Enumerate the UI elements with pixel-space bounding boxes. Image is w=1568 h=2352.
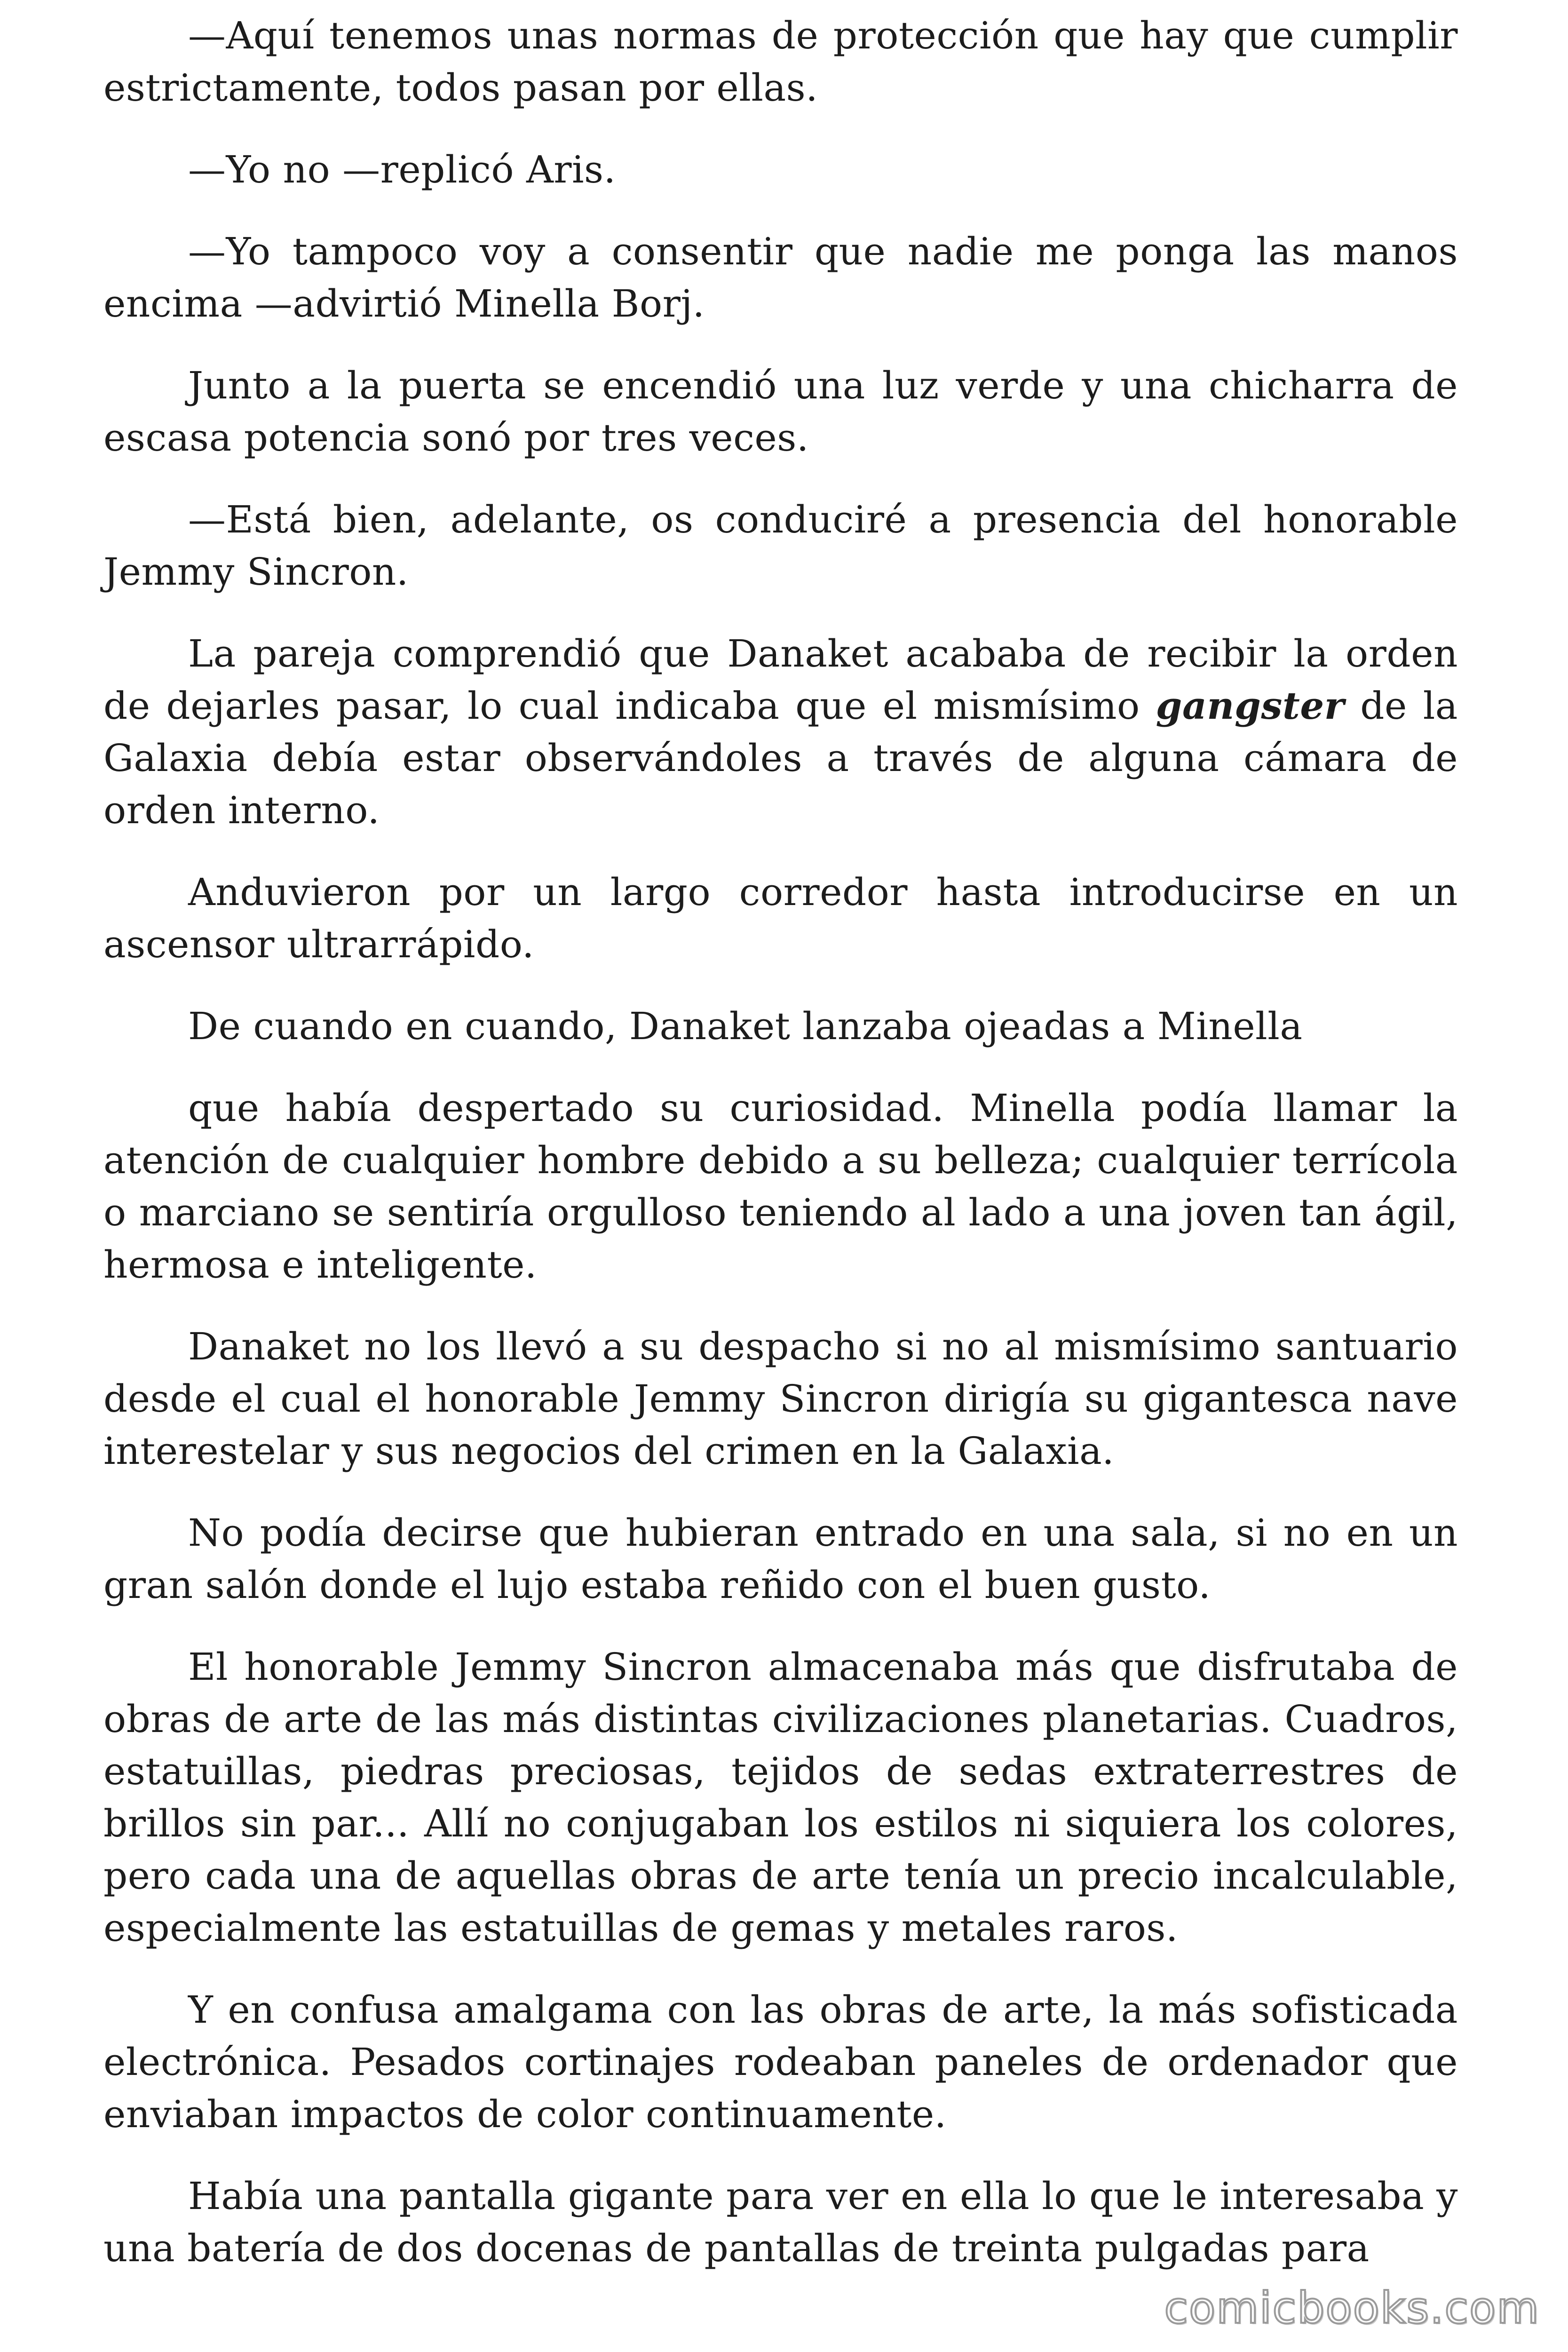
paragraph-2: —Yo no —replicó Aris. (188, 148, 616, 191)
paragraph-13: Y en confusa amalgama con las obras de arte, la más sofisticada electrónica. Pesados cortinajes rodeaban paneles de ordenador que enviaban impactos de color continuamente. (103, 1988, 1458, 2136)
paragraph-9: que había despertado su curiosidad. Minella podía llamar la atención de cualquier hombre debido a su belleza; cualquier terrícola o marciano se sentiría orgulloso teniendo al lado a una joven tan ágil, hermosa e inteligente. (103, 1086, 1458, 1287)
paragraph-12: El honorable Jemmy Sincron almacenaba más que disfrutaba de obras de arte de las más distintas civilizaciones planetarias. Cuadros, estatuillas, piedras preciosas, tejidos de sedas extraterrestres de brillos sin par... Allí no conjugaban los estilos ni siquiera los colores, pero cada una de aquellas obras de arte tenía un precio incalculable, especialmente las estatuillas de gemas y metales raros. (103, 1645, 1458, 1950)
paragraph-3: —Yo tampoco voy a consentir que nadie me ponga las manos encima —advirtió Minella Borj. (103, 230, 1458, 326)
text-column (103, 9, 1458, 2274)
paragraph-6-after: de la Galaxia debía estar observándoles a través de alguna cámara de orden interno. (103, 684, 1458, 832)
paragraph-14: Había una pantalla gigante para ver en ella lo que le interesaba y una batería de dos docenas de pantallas de treinta pulgadas para (103, 2174, 1458, 2270)
paragraph-8: De cuando en cuando, Danaket lanzaba ojeadas a Minella (188, 1004, 1303, 1048)
emphasized-word: gangster (1156, 683, 1345, 728)
paragraph-7: Anduvieron por un largo corredor hasta introducirse en un ascensor ultrarrápido. (103, 870, 1458, 966)
paragraph-6-before: La pareja comprendió que Danaket acababa de recibir la orden de dejarles pasar, lo cual indicaba que el mismísimo (103, 632, 1458, 728)
paragraph-5: —Está bien, adelante, os conduciré a presencia del honorable Jemmy Sincron. (103, 498, 1458, 594)
paragraph-10: Danaket no los llevó a su despacho si no al mismísimo santuario desde el cual el honorable Jemmy Sincron dirigía su gigantesca nave interestelar y sus negocios del crimen en la Galaxia. (103, 1325, 1458, 1473)
paragraph-6 (103, 628, 1458, 836)
paragraph-1: —Aquí tenemos unas normas de protección que hay que cumplir estrictamente, todos pasan por ellas. (103, 14, 1458, 110)
watermark: comicbooks.com (1164, 2283, 1540, 2333)
paragraph-4: Junto a la puerta se encendió una luz verde y una chicharra de escasa potencia sonó por tres veces. (103, 364, 1458, 460)
paragraph-11: No podía decirse que hubieran entrado en una sala, si no en un gran salón donde el lujo estaba reñido con el buen gusto. (103, 1511, 1458, 1607)
